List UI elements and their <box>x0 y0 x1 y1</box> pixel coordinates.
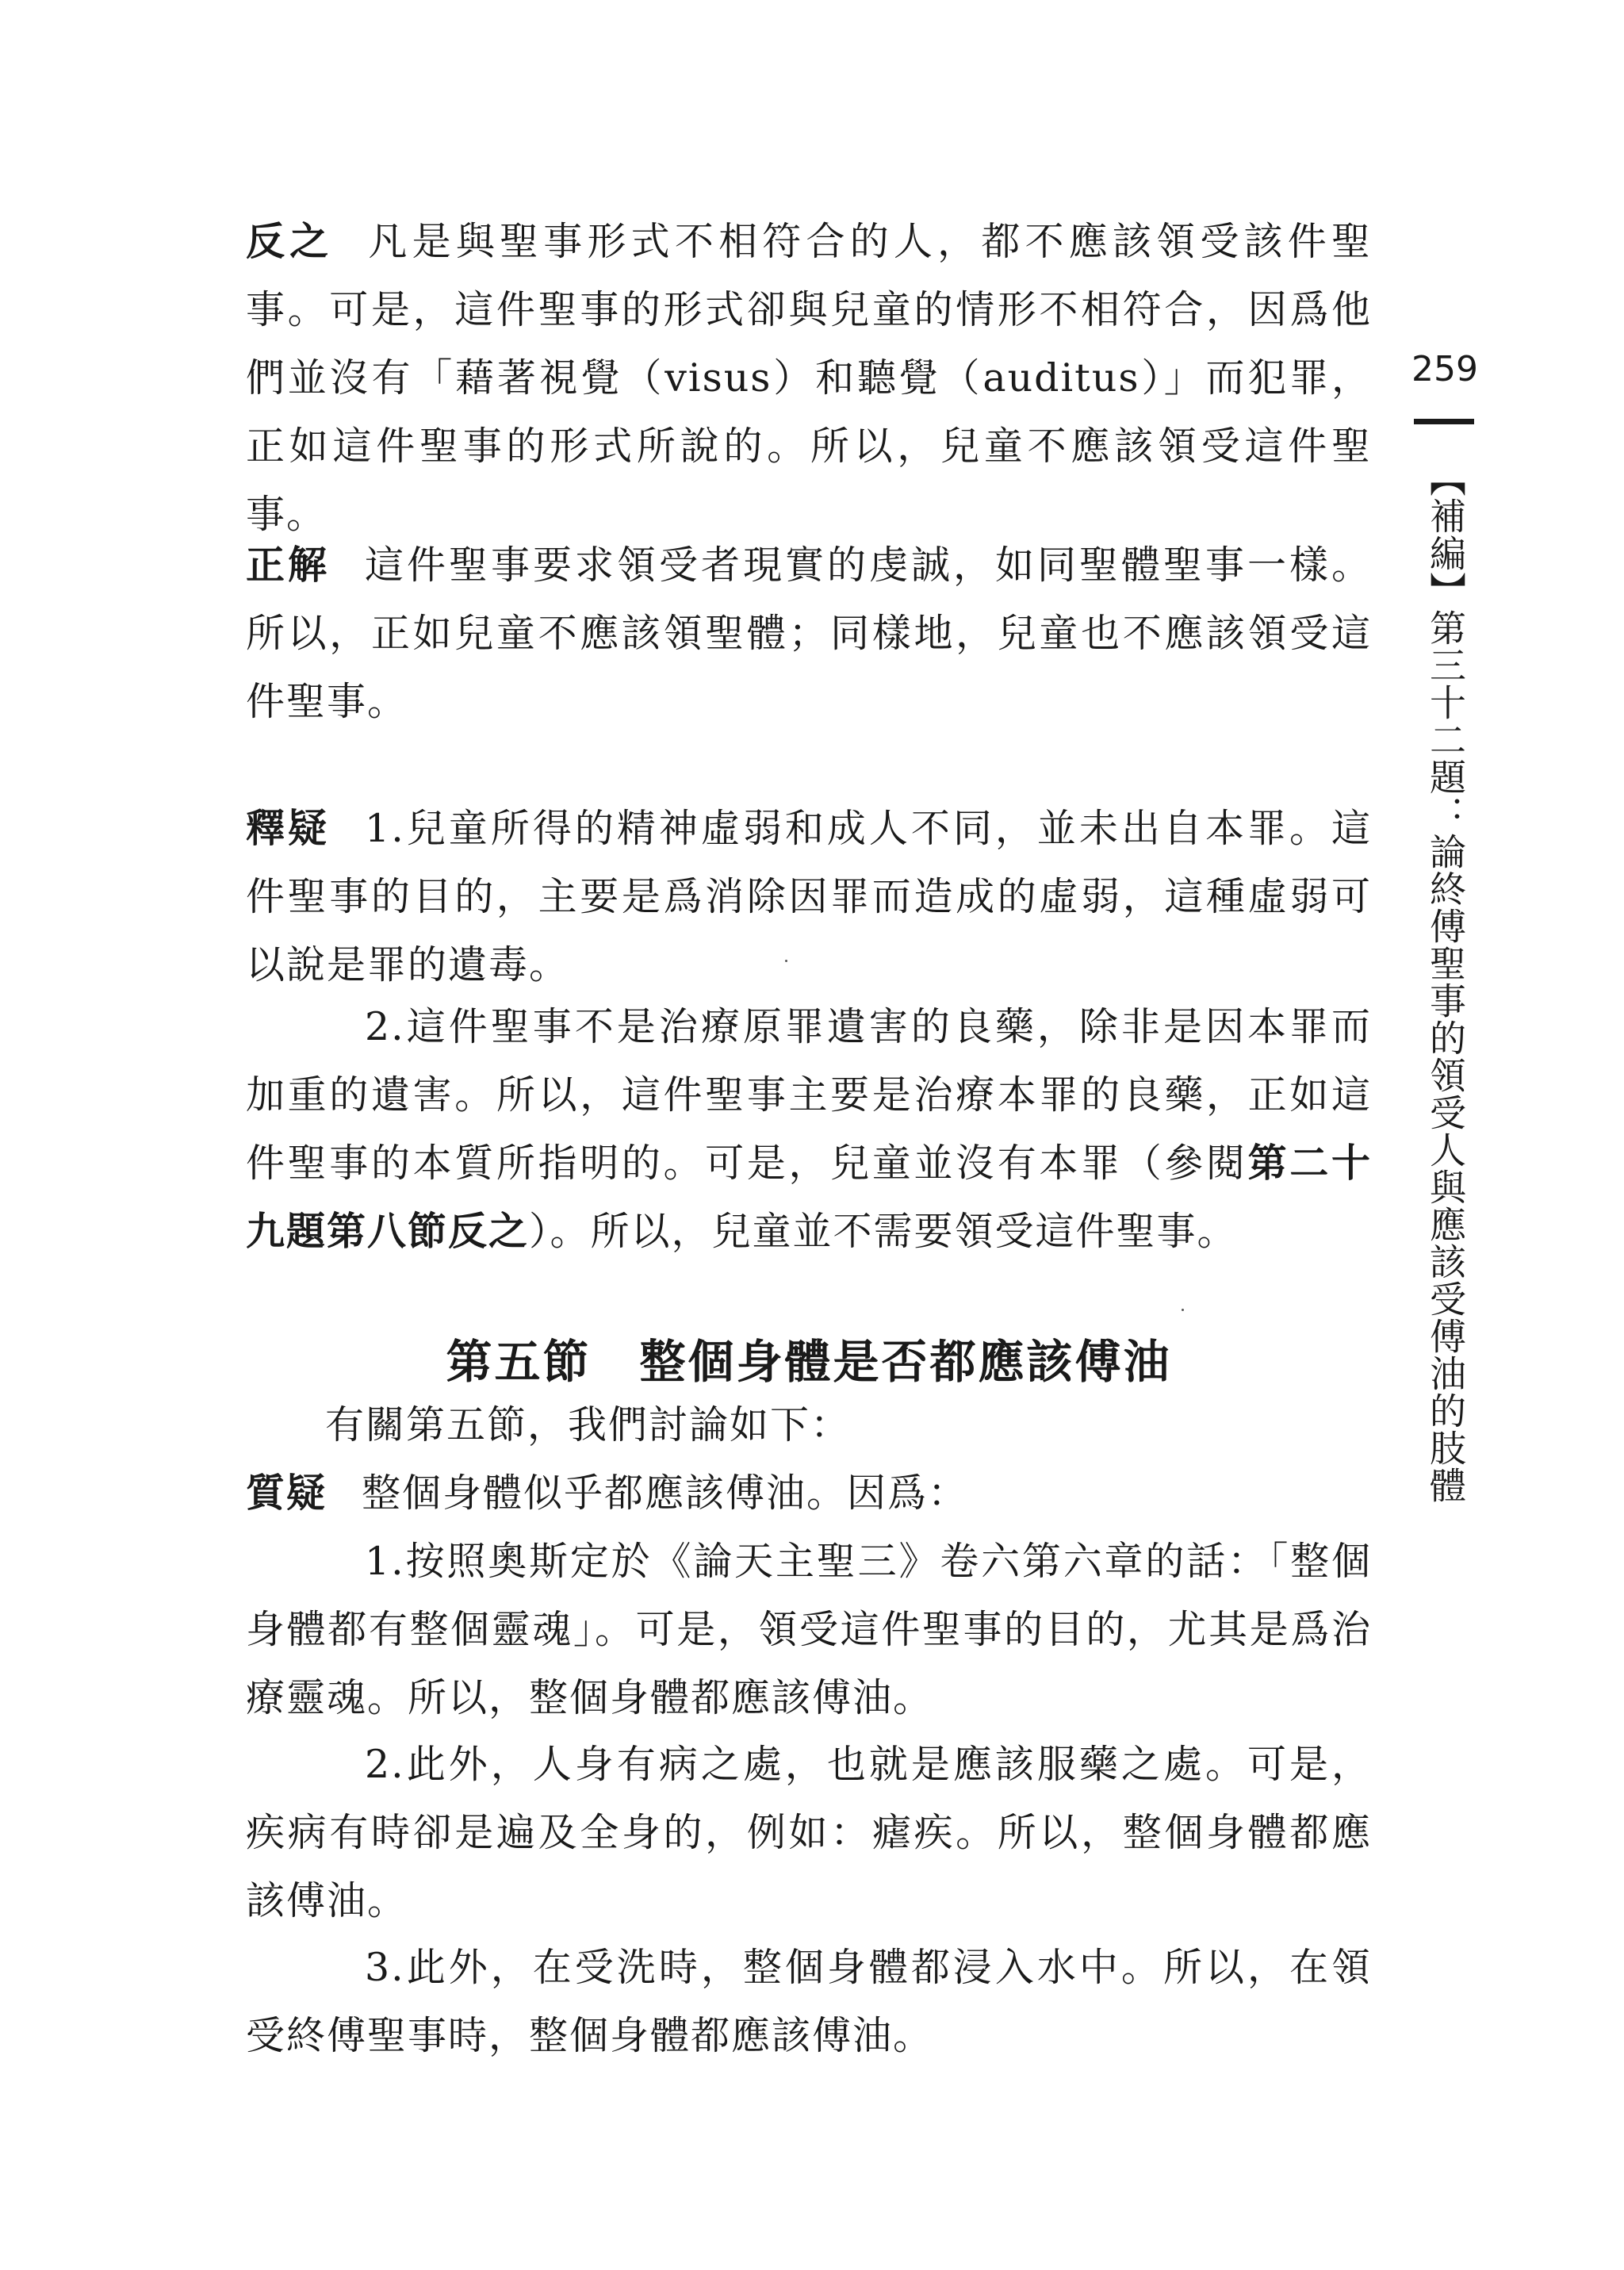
scan-speck <box>785 960 787 962</box>
sed-contra-paragraph <box>246 208 1372 549</box>
objection-1-text: 1.按照奧斯定於《論天主聖三》卷六第六章的話：「整個身體都有整個靈魂」。可是，領受這件聖事的目的，尤其是爲治療靈魂。所以，整個身體都應該傅油。 <box>246 1539 1372 1720</box>
objection-3-paragraph <box>246 1934 1372 2070</box>
sed-contra-text: 凡是與聖事形式不相符合的人，都不應該領受該件聖事。可是，這件聖事的形式卻與兒童的情形不相符合，因爲他們並沒有「藉著視覺（visus）和聽覺（auditus）」而犯罪，正如這件聖事的形式所說的。所以，兒童不應該領受這件聖事。 <box>246 219 1372 537</box>
page-number: 259 <box>1411 349 1478 389</box>
running-head: 【補編】第三十二題：論終傅聖事的領受人與應該受傅油的肢體 <box>1424 460 1467 1504</box>
sed-contra-label: 反之 <box>246 219 334 264</box>
replies-label: 釋疑 <box>246 806 331 851</box>
reply-1-paragraph <box>246 795 1372 999</box>
scan-speck <box>1182 1309 1184 1311</box>
respondeo-paragraph <box>246 531 1372 736</box>
section-heading: 第五節 整個身體是否都應該傅油 <box>446 1335 1172 1389</box>
reply-2-paragraph <box>246 993 1372 1266</box>
objection-2-paragraph <box>246 1731 1372 1935</box>
objection-1-paragraph <box>246 1528 1372 1732</box>
section-intro <box>246 1391 1372 1459</box>
objections-lead: 整個身體似乎都應該傅油。因爲： <box>362 1471 969 1516</box>
objection-2-text: 2.此外，人身有病之處，也就是應該服藥之處。可是，疾病有時卻是遍及全身的，例如：瘧疾。所以，整個身體都應該傅油。 <box>246 1742 1372 1923</box>
margin-rule <box>1414 419 1474 424</box>
reply-2-text: 2.這件聖事不是治療原罪遺害的良藥，除非是因本罪而加重的遺害。所以，這件聖事主要是治療本罪的良藥，正如這件聖事的本質所指明的。可是，兒童並沒有本罪（參閱 <box>246 1004 1372 1186</box>
respondeo-label: 正解 <box>246 543 330 588</box>
reply-2-tail: ）。所以，兒童並不需要領受這件聖事。 <box>529 1209 1238 1254</box>
section-intro-text: 有關第五節，我們討論如下： <box>325 1402 852 1448</box>
respondeo-text: 這件聖事要求領受者現實的虔誠，如同聖體聖事一樣。所以，正如兒童不應該領聖體；同樣地，兒童也不應該領受這件聖事。 <box>246 543 1372 724</box>
objections-label: 質疑 <box>246 1471 327 1516</box>
objection-3-text: 3.此外，在受洗時，整個身體都浸入水中。所以，在領受終傅聖事時，整個身體都應該傅油。 <box>246 1945 1372 2058</box>
cross-reference: 第二十九題第八節反之 <box>246 1141 1372 1254</box>
objections-lead-paragraph <box>246 1459 1372 1528</box>
reply-1-text: 1.兒童所得的精神虛弱和成人不同，並未出自本罪。這件聖事的目的，主要是爲消除因罪而造成的虛弱，這種虛弱可以說是罪的遺毒。 <box>246 806 1372 987</box>
